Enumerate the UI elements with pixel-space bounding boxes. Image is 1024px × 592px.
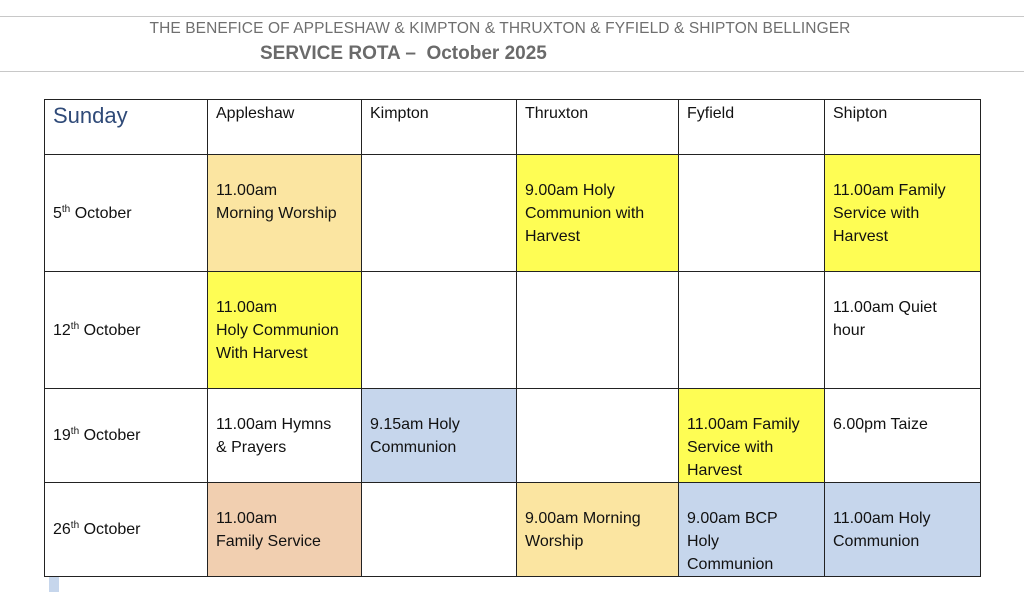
service-cell-shipton: 11.00am Holy Communion [825,483,981,577]
column-header-appleshaw: Appleshaw [208,100,362,155]
date-cell: 26th October [45,483,208,577]
header-rule-top [0,16,1024,17]
date-cell: 12th October [45,272,208,389]
service-cell-kimpton [362,483,517,577]
service-cell-fyfield [679,155,825,272]
service-cell-kimpton [362,272,517,389]
header-row [45,100,981,155]
column-header-thruxton: Thruxton [517,100,679,155]
service-cell-shipton: 11.00am Family Service with Harvest [825,155,981,272]
service-cell-appleshaw: 11.00am Holy Communion With Harvest [208,272,362,389]
sunday-header-cell [45,100,208,155]
service-cell-thruxton [517,389,679,483]
page-edge-marker [49,577,59,592]
date-cell: 5th October [45,155,208,272]
service-cell-fyfield [679,272,825,389]
service-cell-appleshaw: 11.00am Family Service [208,483,362,577]
benefice-heading: THE BENEFICE OF APPLESHAW & KIMPTON & THRUXTON & FYFIELD & SHIPTON BELLINGER [149,20,851,37]
service-cell-appleshaw: 11.00am Hymns & Prayers [208,389,362,483]
service-cell-fyfield: 9.00am BCP Holy Communion [679,483,825,577]
table-row [45,389,981,483]
service-cell-kimpton: 9.15am Holy Communion [362,389,517,483]
service-cell-thruxton [517,272,679,389]
header-rule-bottom [0,71,1024,72]
date-cell: 19th October [45,389,208,483]
service-rota-table [44,99,981,577]
column-header-fyfield: Fyfield [679,100,825,155]
sunday-label: Sunday [53,103,128,128]
service-cell-thruxton: 9.00am Morning Worship [517,483,679,577]
service-cell-shipton: 6.00pm Taize [825,389,981,483]
service-cell-kimpton [362,155,517,272]
table-row [45,272,981,389]
column-header-shipton: Shipton [825,100,981,155]
service-cell-fyfield: 11.00am Family Service with Harvest [679,389,825,483]
service-cell-shipton: 11.00am Quiet hour [825,272,981,389]
service-cell-appleshaw: 11.00am Morning Worship [208,155,362,272]
rota-title: SERVICE ROTA – October 2025 [260,43,547,64]
service-cell-thruxton: 9.00am Holy Communion with Harvest [517,155,679,272]
table-row [45,483,981,577]
table-row [45,155,981,272]
column-header-kimpton: Kimpton [362,100,517,155]
